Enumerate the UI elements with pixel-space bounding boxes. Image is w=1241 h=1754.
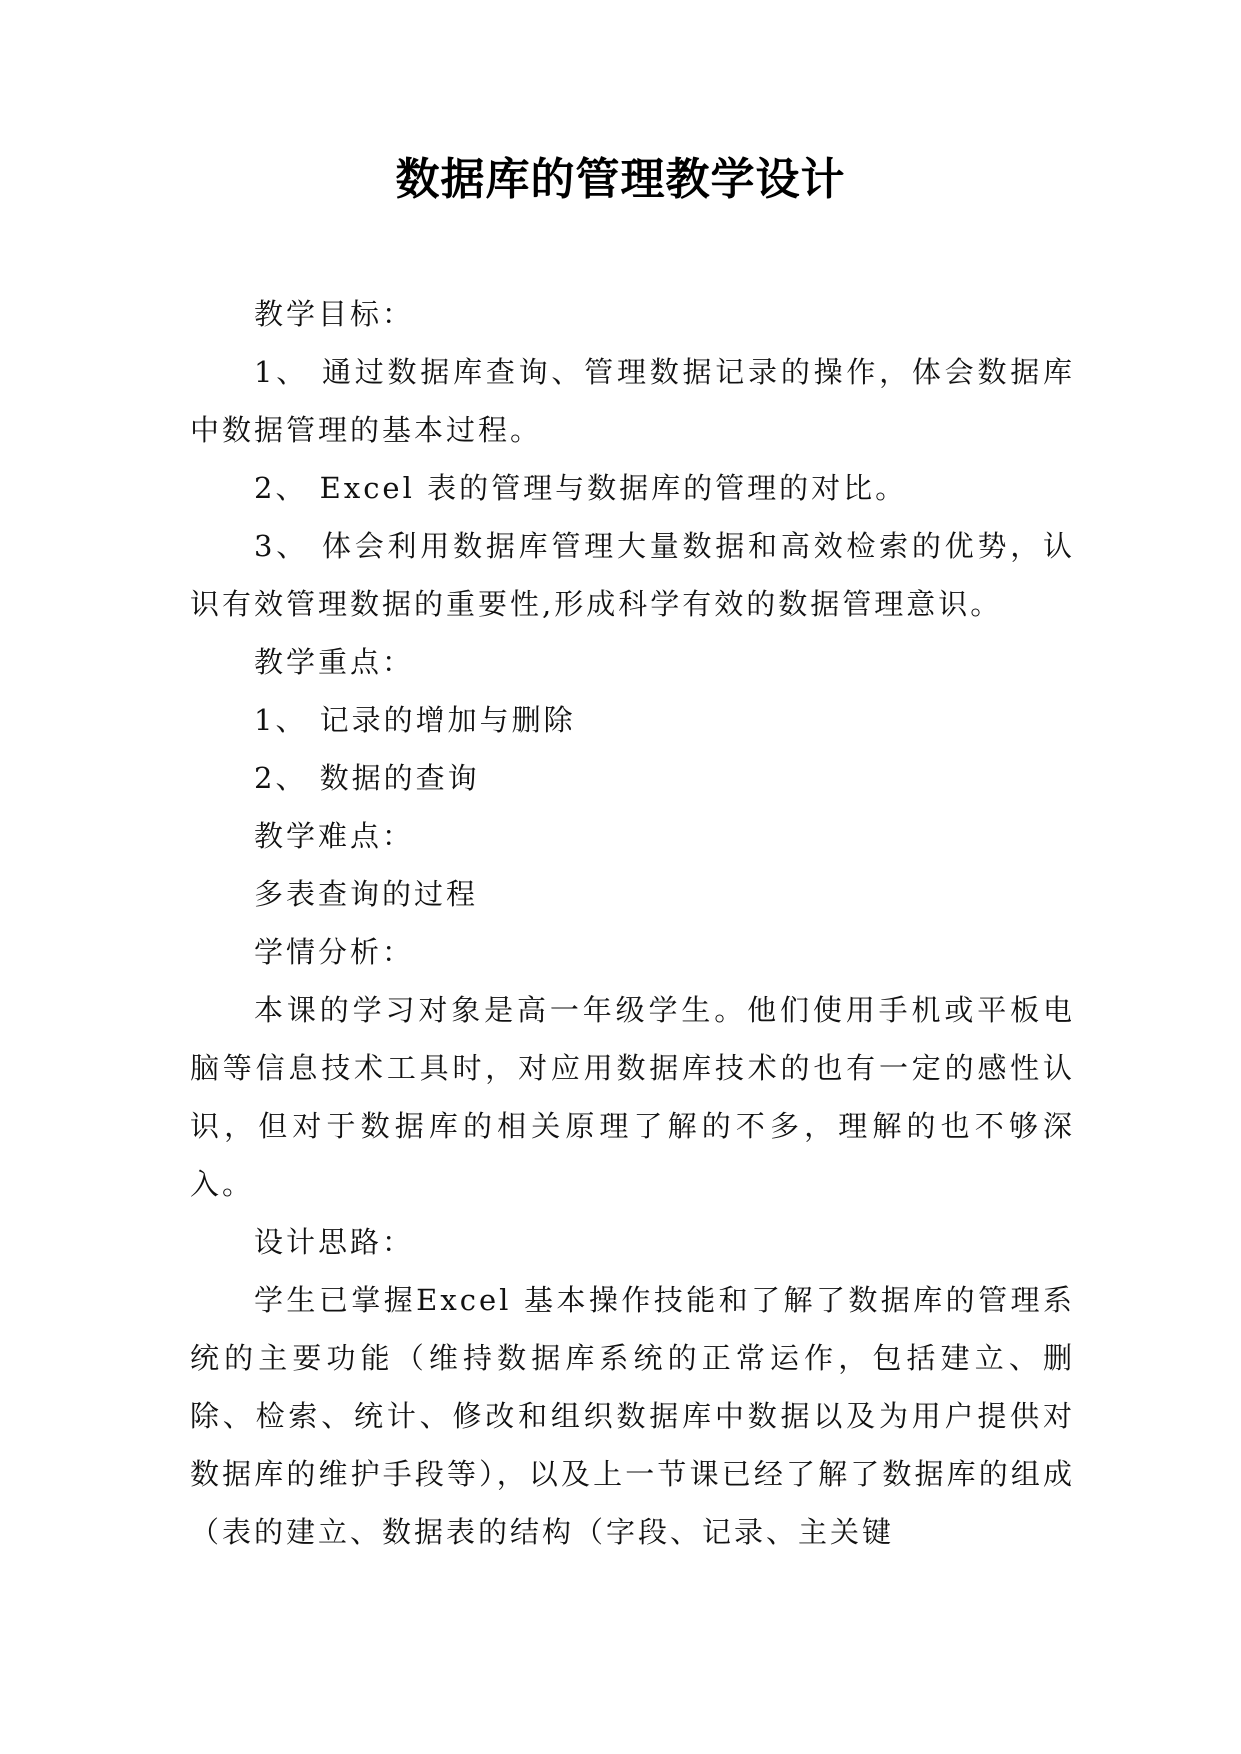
document-body (190, 285, 1075, 1561)
paragraph-design-heading: 设计思路： (254, 1225, 415, 1259)
paragraph-objective-3: 3、 体会利用数据库管理大量数据和高效检索的优势，认识有效管理数据的重要性,形成科学有效的数据管理意识。 (190, 529, 1075, 621)
paragraph-analysis-heading: 学情分析： (254, 935, 415, 969)
document-title: 数据库的管理教学设计 (395, 154, 846, 205)
paragraph-design-body: 学生已掌握Excel 基本操作技能和了解了数据库的管理系统的主要功能（维持数据库系统的正常运作，包括建立、删除、检索、统计、修改和组织数据库中数据以及为用户提供对数据库的维护手段等），以及上一节课已经了解了数据库的组成（表的建立、数据表的结构（字段、记录、主关键 (190, 1283, 1075, 1549)
paragraph-difficulty-1: 多表查询的过程 (254, 877, 479, 911)
paragraph-key-point-2: 2、 数据的查询 (254, 761, 480, 795)
paragraph-analysis-body: 本课的学习对象是高一年级学生。他们使用手机或平板电脑等信息技术工具时，对应用数据库技术的也有一定的感性认识，但对于数据库的相关原理了解的不多，理解的也不够深入。 (190, 993, 1075, 1201)
paragraph-objectives-heading: 教学目标： (254, 297, 415, 331)
paragraph-difficulty-heading: 教学难点： (254, 819, 415, 853)
paragraph-key-point-1: 1、 记录的增加与删除 (254, 703, 576, 737)
paragraph-objective-1: 1、 通过数据库查询、管理数据记录的操作，体会数据库中数据管理的基本过程。 (190, 355, 1075, 447)
paragraph-objective-2: 2、 Excel 表的管理与数据库的管理的对比。 (254, 471, 908, 505)
paragraph-key-points-heading: 教学重点： (254, 645, 415, 679)
